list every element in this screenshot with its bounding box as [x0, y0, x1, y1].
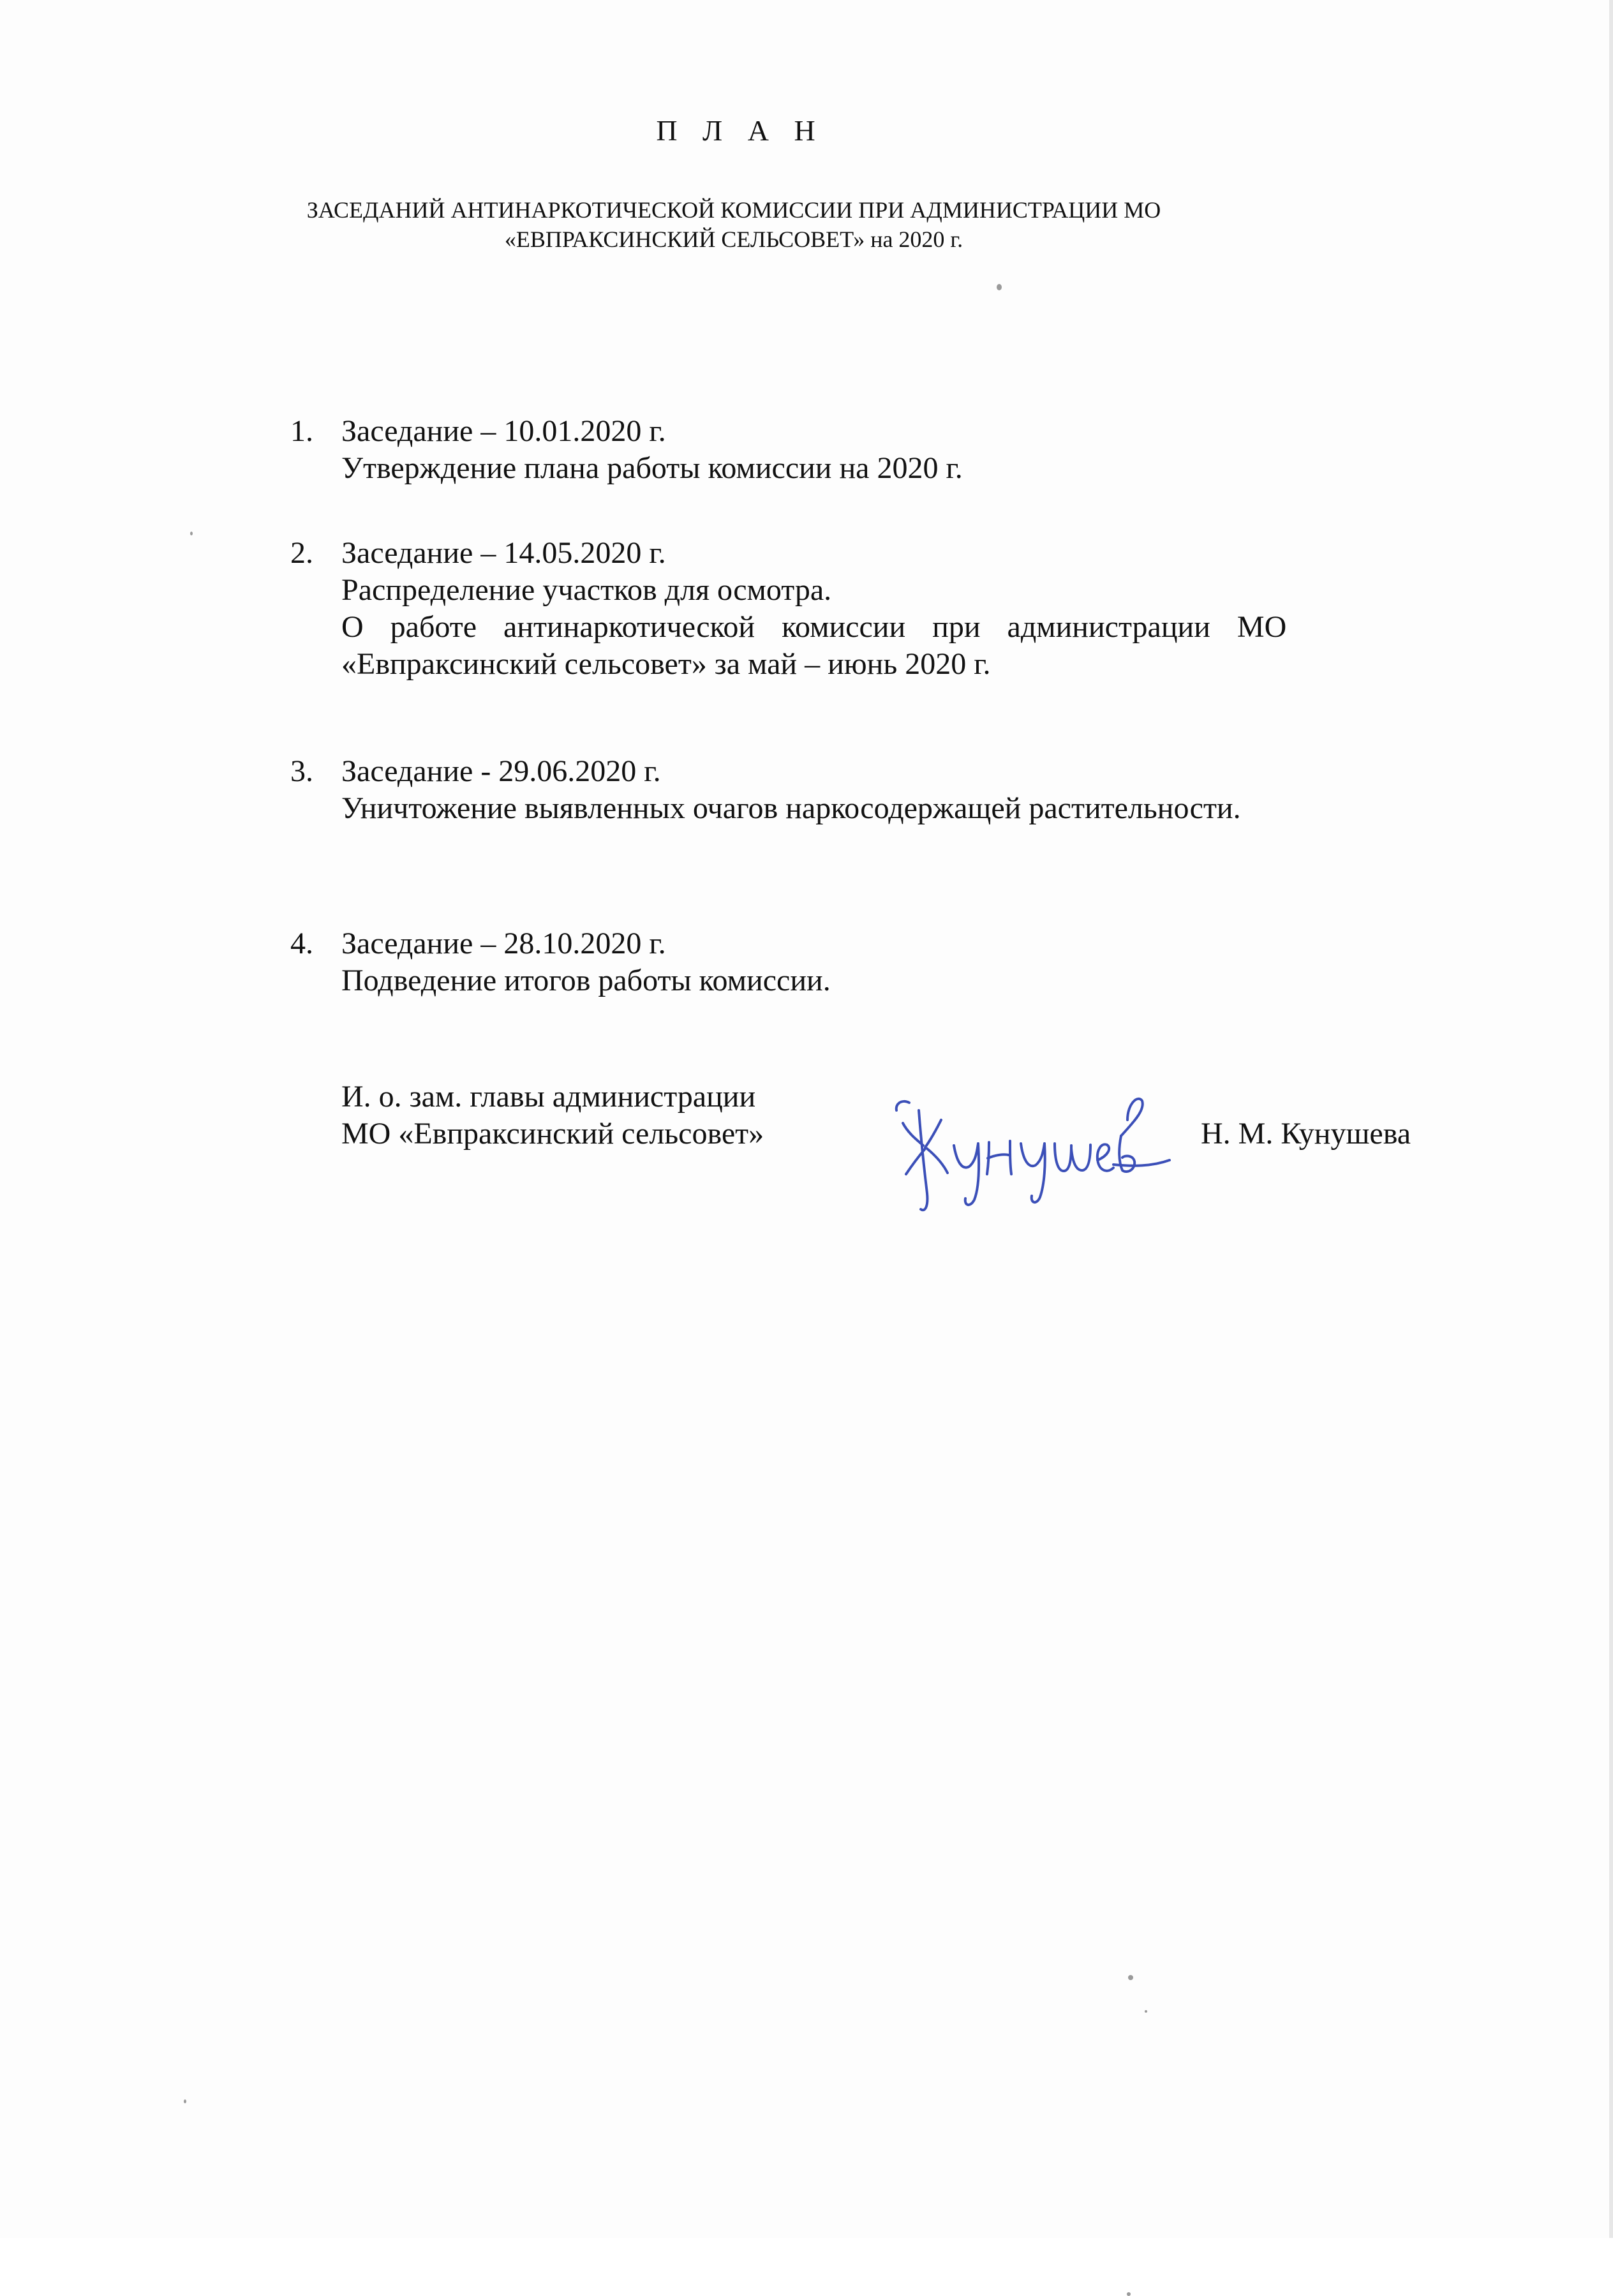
- item-heading: Заседание – 14.05.2020 г.: [341, 536, 666, 570]
- handwritten-signature: [890, 1085, 1171, 1232]
- item-text: «Евпраксинский сельсовет» за май – июнь 2020 г.: [341, 647, 991, 681]
- item-text: О работе антинаркотической комиссии при администрации МО: [341, 610, 1287, 644]
- item-text: Подведение итогов работы комиссии.: [341, 964, 831, 997]
- plan-item-1: [290, 413, 1490, 487]
- document-title: П Л А Н: [656, 114, 824, 147]
- item-body: [341, 753, 1490, 827]
- scan-edge: [1609, 0, 1613, 2238]
- item-body: [341, 413, 1490, 487]
- signatory-name: Н. М. Кунушева: [1201, 1117, 1411, 1151]
- item-body: [341, 535, 1490, 683]
- item-number: 4.: [290, 927, 313, 960]
- item-text: Распределение участков для осмотра.: [341, 573, 832, 607]
- scan-speck: [1145, 2010, 1147, 2013]
- item-text: Утверждение плана работы комиссии на 2020 г.: [341, 451, 963, 485]
- item-text: Уничтожение выявленных очагов наркосодержащей растительности.: [341, 791, 1241, 825]
- scan-speck: [1128, 1975, 1133, 1980]
- signatory-position: [341, 1078, 764, 1152]
- item-number: 1.: [290, 414, 313, 448]
- scan-speck: [190, 532, 193, 535]
- scan-speck: [997, 284, 1002, 290]
- item-heading: Заседание – 10.01.2020 г.: [341, 414, 666, 448]
- subtitle-line: ЗАСЕДАНИЙ АНТИНАРКОТИЧЕСКОЙ КОМИССИИ ПРИ АДМИНИСТРАЦИИ МО: [306, 197, 1161, 223]
- scan-speck: [1127, 2292, 1131, 2296]
- item-number: 3.: [290, 754, 313, 788]
- subtitle-line: «ЕВПРАКСИНСКИЙ СЕЛЬСОВЕТ» на 2020 г.: [504, 227, 963, 252]
- item-heading: Заседание – 28.10.2020 г.: [341, 927, 666, 960]
- document-subtitle: [255, 195, 1212, 254]
- plan-item-2: [290, 535, 1490, 683]
- item-heading: Заседание - 29.06.2020 г.: [341, 754, 661, 788]
- scan-speck: [184, 2099, 186, 2103]
- position-line: МО «Евпраксинский сельсовет»: [341, 1117, 764, 1151]
- plan-item-3: [290, 753, 1490, 827]
- position-line: И. о. зам. главы администрации: [341, 1080, 756, 1114]
- item-number: 2.: [290, 536, 313, 570]
- plan-item-4: [290, 925, 1490, 999]
- item-body: [341, 925, 1490, 999]
